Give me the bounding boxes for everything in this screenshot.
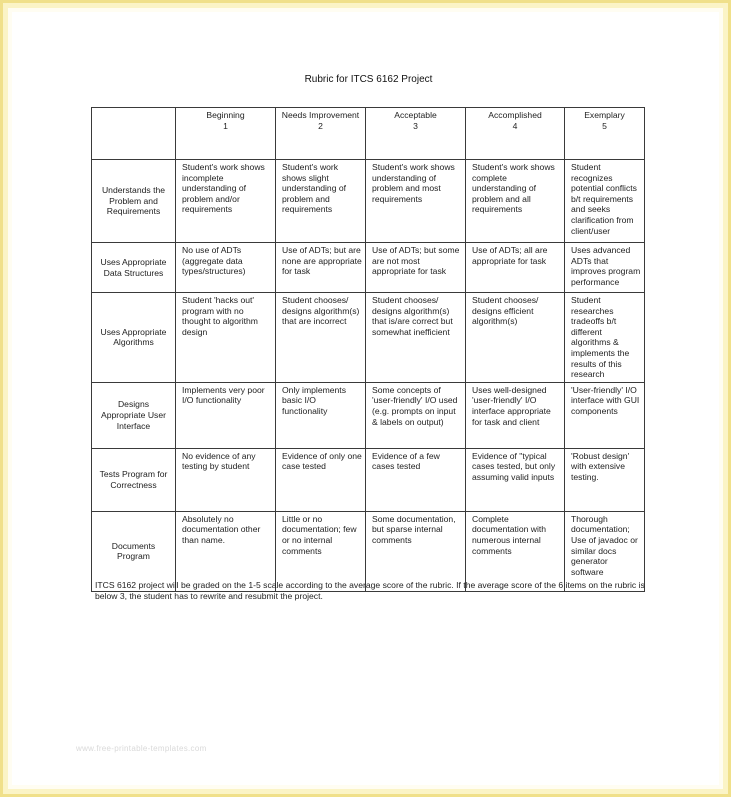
rubric-cell: Student's work shows incomplete understanding of problem and/or requirements [176,160,276,243]
rubric-row-user-interface [92,382,645,448]
criterion-label: Understands the Problem and Requirements [92,160,176,243]
rubric-cell: Little or no documentation; few or no internal comments [276,511,366,591]
rubric-cell: Student chooses/ designs efficient algorithm(s) [466,293,565,383]
criterion-label: Uses Appropriate Data Structures [92,243,176,293]
rubric-cell: Evidence of "typical cases tested, but only assuming valid inputs [466,448,565,511]
criterion-label: Uses Appropriate Algorithms [92,293,176,383]
rubric-header-row [92,108,645,160]
rubric-cell: Student recognizes potential conflicts b/t requirements and seeks clarification from client/user [565,160,645,243]
rubric-cell: No evidence of any testing by student [176,448,276,511]
rubric-cell: Student's work shows understanding of problem and most requirements [366,160,466,243]
document-page [12,12,719,785]
rubric-cell: Evidence of only one case tested [276,448,366,511]
header-beginning: Beginning 1 [176,108,276,160]
rubric-cell: Some documentation, but sparse internal comments [366,511,466,591]
rubric-cell: Some concepts of 'user-friendly' I/O used (e.g. prompts on input & labels on output) [366,382,466,448]
rubric-cell: Use of ADTs; all are appropriate for task [466,243,565,293]
header-exemplary: Exemplary 5 [565,108,645,160]
rubric-cell: 'User-friendly' I/O interface with GUI components [565,382,645,448]
rubric-cell: Evidence of a few cases tested [366,448,466,511]
header-criterion [92,108,176,160]
rubric-cell: Student's work shows complete understanding of problem and all requirements [466,160,565,243]
rubric-cell: Use of ADTs; but some are not most appropriate for task [366,243,466,293]
header-needs-improvement: Needs Improvement 2 [276,108,366,160]
rubric-cell: Student chooses/ designs algorithm(s) that is/are correct but somewhat inefficient [366,293,466,383]
rubric-cell: Absolutely no documentation other than name. [176,511,276,591]
rubric-row-problem [92,160,645,243]
rubric-cell: Thorough documentation; Use of javadoc or similar docs generator software [565,511,645,591]
rubric-cell: Use of ADTs; but are none are appropriate for task [276,243,366,293]
grading-note: ITCS 6162 project will be graded on the 1-5 scale according to the average score of the rubric. If the average score of the 6 items on the rubric is below 3, the student has to rewrite and resubmit the project. [95,580,645,601]
rubric-cell: Student researches tradeoffs b/t different algorithms & implements the results of this research [565,293,645,383]
rubric-cell: Only implements basic I/O functionality [276,382,366,448]
rubric-cell: Student's work shows slight understanding of problem and requirements [276,160,366,243]
watermark: www.free-printable-templates.com [76,744,207,753]
rubric-cell: 'Robust design' with extensive testing. [565,448,645,511]
rubric-cell: Uses well-designed 'user-friendly' I/O interface appropriate for task and client [466,382,565,448]
rubric-cell: Implements very poor I/O functionality [176,382,276,448]
rubric-row-algorithms [92,293,645,383]
rubric-cell: Student 'hacks out' program with no thought to algorithm design [176,293,276,383]
rubric-cell: Complete documentation with numerous internal comments [466,511,565,591]
header-acceptable: Acceptable 3 [366,108,466,160]
header-accomplished: Accomplished 4 [466,108,565,160]
rubric-table [91,107,645,592]
rubric-row-data-structures [92,243,645,293]
criterion-label: Documents Program [92,511,176,591]
criterion-label: Tests Program for Correctness [92,448,176,511]
document-title: Rubric for ITCS 6162 Project [304,74,433,85]
criterion-label: Designs Appropriate User Interface [92,382,176,448]
rubric-cell: No use of ADTs (aggregate data types/structures) [176,243,276,293]
rubric-cell: Student chooses/ designs algorithm(s) that are incorrect [276,293,366,383]
rubric-cell: Uses advanced ADTs that improves program performance [565,243,645,293]
rubric-row-testing [92,448,645,511]
